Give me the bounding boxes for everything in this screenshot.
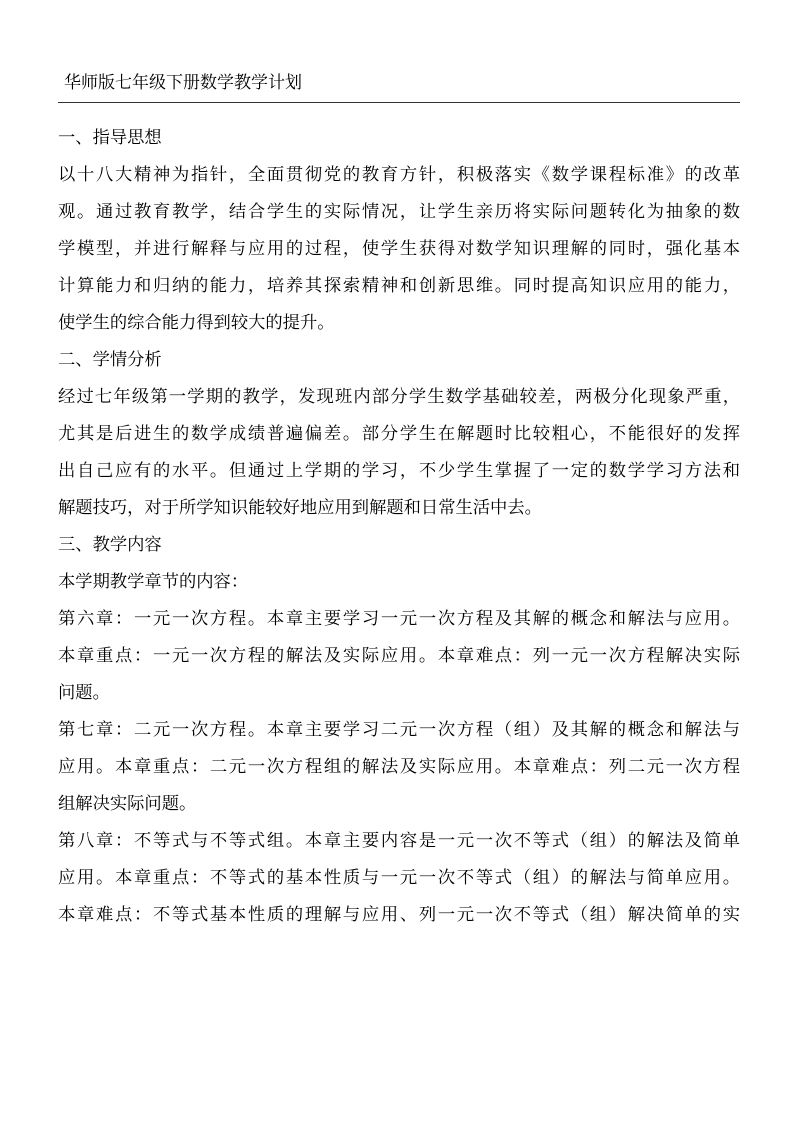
paragraph-line: 本章难点：不等式基本性质的理解与应用、列一元一次不等式（组）解决简单的实 (58, 905, 740, 925)
section-heading-teaching-content: 三、教学内容 (58, 535, 162, 555)
paragraph-line: 经过七年级第一学期的教学，发现班内部分学生数学基础较差，两极分化现象严重， (58, 387, 740, 407)
paragraph-line: 解题技巧，对于所学知识能较好地应用到解题和日常生活中去。 (58, 498, 542, 518)
paragraph-line: 学模型，并进行解释与应用的过程，使学生获得对数学知识理解的同时，强化基本 (58, 239, 740, 259)
paragraph-line: 应用。本章重点：不等式的基本性质与一元一次不等式（组）的解法与简单应用。 (58, 868, 740, 888)
paragraph-line: 计算能力和归纳的能力，培养其探索精神和创新思维。同时提高知识应用的能力， (58, 276, 740, 296)
paragraph-line: 第七章：二元一次方程。本章主要学习二元一次方程（组）及其解的概念和解法与 (58, 720, 740, 740)
paragraph-line: 问题。 (58, 683, 110, 703)
paragraph-line: 观。通过教育教学，结合学生的实际情况，让学生亲历将实际问题转化为抽象的数 (58, 202, 740, 222)
page-header (58, 66, 740, 103)
paragraph-line: 本学期教学章节的内容： (58, 572, 249, 592)
paragraph-line: 第八章：不等式与不等式组。本章主要内容是一元一次不等式（组）的解法及简单 (58, 831, 740, 851)
paragraph-line: 使学生的综合能力得到较大的提升。 (58, 313, 335, 333)
paragraph-line: 本章重点：一元一次方程的解法及实际应用。本章难点：列一元一次方程解决实际 (58, 646, 740, 666)
paragraph-line: 出自己应有的水平。但通过上学期的学习，不少学生掌握了一定的数学学习方法和 (58, 461, 740, 481)
section-heading-learning-analysis: 二、学情分析 (58, 350, 162, 370)
paragraph-line: 第六章：一元一次方程。本章主要学习一元一次方程及其解的概念和解法与应用。 (58, 609, 740, 629)
paragraph-line: 组解决实际问题。 (58, 794, 197, 814)
paragraph-line: 尤其是后进生的数学成绩普遍偏差。部分学生在解题时比较粗心，不能很好的发挥 (58, 424, 740, 444)
section-heading-guiding-ideology: 一、指导思想 (58, 128, 162, 148)
document-body (58, 120, 740, 934)
paragraph-line: 以十八大精神为指针，全面贯彻党的教育方针，积极落实《数学课程标准》的改革 (58, 165, 740, 185)
paragraph-line: 应用。本章重点：二元一次方程组的解法及实际应用。本章难点：列二元一次方程 (58, 757, 740, 777)
document-title: 华师版七年级下册数学教学计划 (64, 73, 302, 93)
